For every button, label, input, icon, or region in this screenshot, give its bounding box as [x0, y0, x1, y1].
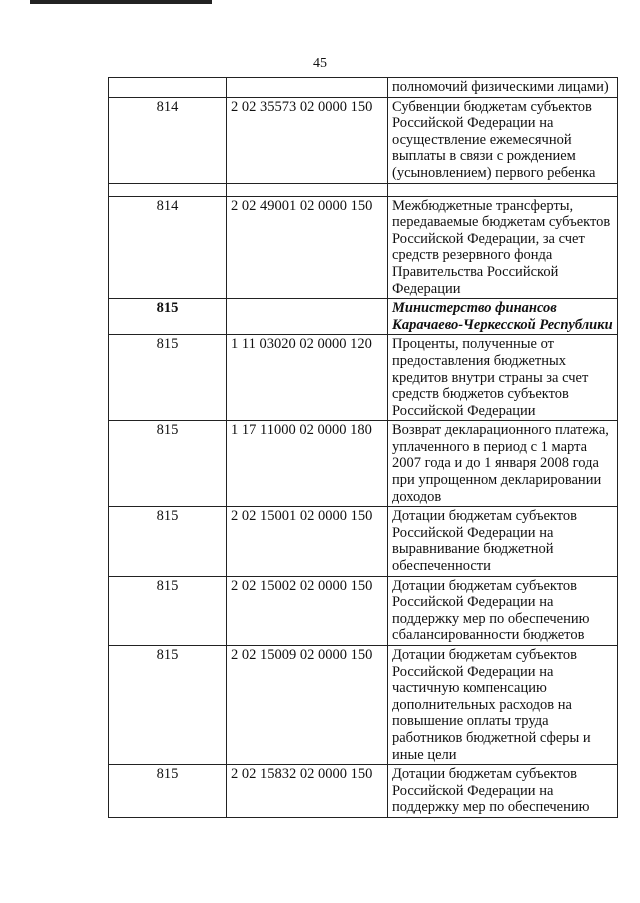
admin-code-cell: 815 [109, 576, 227, 645]
table-row [109, 78, 618, 98]
revenue-name-cell: полномочий физическими лицами) [388, 78, 618, 98]
revenue-name-cell: Субвенции бюджетам субъектов Российской Федерации на осуществление ежемесячной выплаты в связи с рождением (усыновлением) первого ребенка [388, 97, 618, 183]
table-row [109, 576, 618, 645]
admin-code-cell: 815 [109, 507, 227, 576]
table-row [109, 97, 618, 183]
admin-code-cell: 814 [109, 97, 227, 183]
classification-code-cell: 2 02 35573 02 0000 150 [227, 97, 388, 183]
page-number: 45 [313, 56, 327, 71]
table-row [109, 646, 618, 765]
revenue-name-cell: Дотации бюджетам субъектов Российской Федерации на частичную компенсацию дополнительных расходов на повышение оплаты труда работников бюджетной сферы и иные цели [388, 646, 618, 765]
admin-code-cell: 814 [109, 196, 227, 299]
classification-code-cell: 1 17 11000 02 0000 180 [227, 421, 388, 507]
classification-code-cell [227, 78, 388, 98]
top-rule [30, 0, 212, 4]
table-row [109, 335, 618, 421]
revenue-name-cell [388, 183, 618, 196]
revenue-name-cell: Дотации бюджетам субъектов Российской Федерации на поддержку мер по обеспечению сбалансированности бюджетов [388, 576, 618, 645]
revenue-name-cell: Дотации бюджетам субъектов Российской Федерации на поддержку мер по обеспечению [388, 765, 618, 818]
revenue-classification-table [108, 77, 618, 818]
classification-code-cell: 2 02 15001 02 0000 150 [227, 507, 388, 576]
classification-code-cell: 2 02 15832 02 0000 150 [227, 765, 388, 818]
table-row [109, 765, 618, 818]
admin-code-cell: 815 [109, 765, 227, 818]
admin-code-cell: 815 [109, 646, 227, 765]
table-row [109, 196, 618, 299]
revenue-name-cell: Министерство финансов Карачаево-Черкесской Республики [388, 299, 618, 335]
revenue-name-cell: Возврат декларационного платежа, уплаченного в период с 1 марта 2007 года и до 1 января 2008 года при упрощенном декларировании доходов [388, 421, 618, 507]
admin-code-cell: 815 [109, 299, 227, 335]
table-body [109, 78, 618, 818]
classification-code-cell: 2 02 15009 02 0000 150 [227, 646, 388, 765]
admin-code-cell [109, 183, 227, 196]
classification-code-cell [227, 183, 388, 196]
admin-code-cell: 815 [109, 335, 227, 421]
admin-code-cell: 815 [109, 421, 227, 507]
table-row-spacer [109, 183, 618, 196]
table-row [109, 507, 618, 576]
table-row [109, 421, 618, 507]
classification-code-cell: 1 11 03020 02 0000 120 [227, 335, 388, 421]
admin-code-cell [109, 78, 227, 98]
revenue-name-cell: Межбюджетные трансферты, передаваемые бюджетам субъектов Российской Федерации, за счет средств резервного фонда Правительства Российской Федерации [388, 196, 618, 299]
classification-code-cell: 2 02 49001 02 0000 150 [227, 196, 388, 299]
revenue-name-cell: Дотации бюджетам субъектов Российской Федерации на выравнивание бюджетной обеспеченности [388, 507, 618, 576]
classification-code-cell [227, 299, 388, 335]
revenue-name-cell: Проценты, полученные от предоставления бюджетных кредитов внутри страны за счет средств бюджетов субъектов Российской Федерации [388, 335, 618, 421]
table-row-organization [109, 299, 618, 335]
classification-code-cell: 2 02 15002 02 0000 150 [227, 576, 388, 645]
